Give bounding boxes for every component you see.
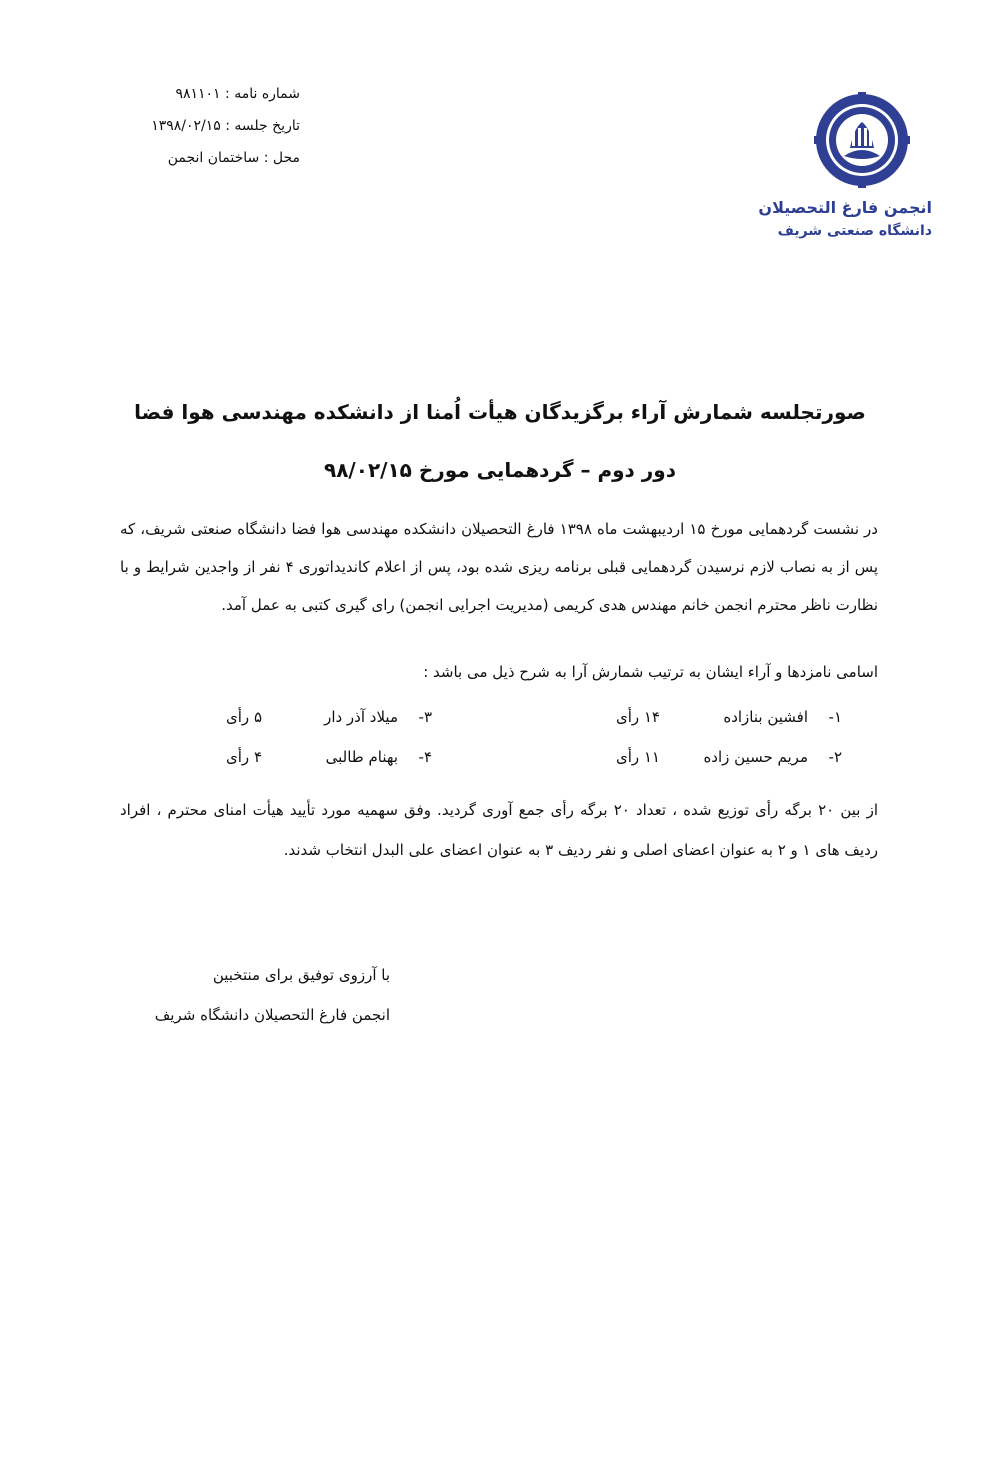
document-subtitle: دور دوم – گردهمایی مورخ ۹۸/۰۲/۱۵ (324, 458, 676, 482)
candidates-intro: اسامی نامزدها و آراء ایشان به ترتیب شمارش آرا به شرح ذیل می باشد : (423, 663, 878, 681)
closing-wish: با آرزوی توفیق برای منتخبین (212, 966, 390, 984)
candidate-number: ۲- (828, 748, 842, 766)
logo-title: انجمن فارغ التحصیلان (758, 198, 932, 217)
closing-signature: انجمن فارغ التحصیلان دانشگاه شریف (154, 1006, 390, 1024)
candidate-row-4 (326, 748, 432, 766)
meeting-date: تاریخ جلسه : ۱۳۹۸/۰۲/۱۵ (151, 118, 300, 134)
candidate-name: مریم حسین زاده (703, 748, 808, 766)
candidate-row-2 (703, 748, 842, 766)
letter-meta (110, 78, 300, 174)
candidate-number: ۴- (418, 748, 432, 766)
candidate-votes-2: ۱۱ رأی (615, 748, 660, 766)
candidate-row-1 (723, 708, 842, 726)
candidate-name: بهنام طالبی (325, 748, 398, 766)
letter-number: شماره نامه : ۹۸۱۱۰۱ (175, 86, 300, 102)
candidate-number: ۱- (828, 708, 842, 726)
body-paragraph-1: در نشست گردهمایی مورخ ۱۵ اردیبهشت ماه ۱۳۹۸ فارغ التحصیلان دانشکده مهندسی هوا فضا دانشگاه صنعتی شریف، که پس از به نصاب لازم نرسیدن گردهمایی قبلی برنامه ریزی شده بود، پس از اعلام کاندیداتوری ۴ نفر از واجدین شرایط و با نظارت ناظر محترم انجمن خانم مهندس هدی کریمی (مدیریت اجرایی انجمن) رای گیری کتبی به عمل آمد. (120, 520, 878, 614)
candidate-name: میلاد آذر دار (324, 708, 398, 726)
candidate-votes-4: ۴ رأی (226, 748, 262, 766)
candidate-row-3 (324, 708, 432, 726)
sharif-emblem-icon (814, 92, 910, 188)
document-title: صورتجلسه شمارش آراء برگزیدگان هیأت اُمنا از دانشکده مهندسی هوا فضا (134, 400, 866, 424)
logo-subtitle: دانشگاه صنعتی شریف (777, 223, 932, 239)
meeting-location: محل : ساختمان انجمن (167, 150, 300, 166)
candidate-votes-3: ۵ رأی (226, 708, 262, 726)
association-logo (758, 92, 932, 239)
candidate-name: افشین بنازاده (723, 708, 808, 726)
candidate-number: ۳- (418, 708, 432, 726)
closing-block (120, 955, 390, 1035)
candidate-votes-1: ۱۴ رأی (615, 708, 660, 726)
body-paragraph-2: از بین ۲۰ برگه رأی توزیع شده ، تعداد ۲۰ برگه رأی جمع آوری گردید. وفق سهمیه مورد تأیید هیأت امنای محترم ، افراد ردیف های ۱ و ۲ به عنوان اعضای اصلی و نفر ردیف ۳ به عنوان اعضای علی البدل انتخاب شدند. (120, 801, 878, 859)
